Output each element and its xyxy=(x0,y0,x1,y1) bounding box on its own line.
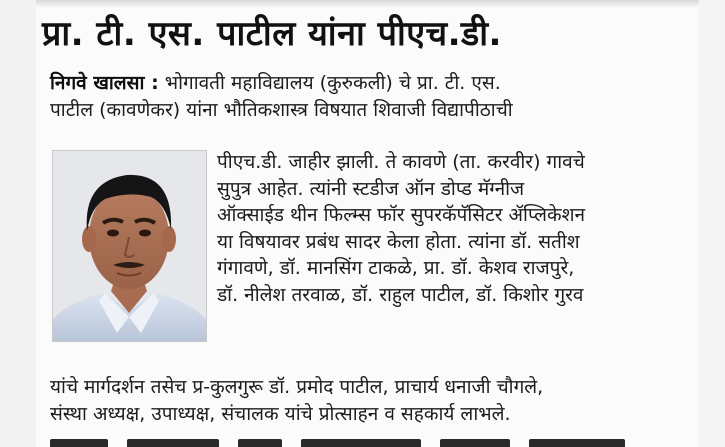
article-line: संस्था अध्यक्ष, उपाध्यक्ष, संचालक यांचे प्रोत्साहन व सहकार्य लाभले. xyxy=(50,402,511,425)
article-line-text: भोगावती महाविद्यालय (कुरुकली) चे प्रा. टी. एस. xyxy=(164,72,501,94)
article-line: सुपुत्र आहेत. त्यांनी स्टडीज ऑन डोप्ड मॅग्नीज xyxy=(217,177,525,200)
article-line: पीएच.डी. जाहीर झाली. ते कावणे (ता. करवीर) गावचे xyxy=(217,151,585,173)
cut-glyph xyxy=(127,439,219,447)
article-line: यांचे मार्गदर्शन तसेच प्र-कुलगुरू डॉ. प्रमोद पाटील, प्राचार्य धनाजी चौगले, xyxy=(50,376,544,398)
top-edge xyxy=(0,0,725,8)
article-line xyxy=(50,70,690,97)
article-line: या विषयावर प्रबंध सादर केला होता. त्यांना डॉ. सतीश xyxy=(217,230,580,253)
cut-glyph xyxy=(238,439,282,447)
portrait-illustration xyxy=(53,151,206,341)
portrait-photo xyxy=(52,150,207,342)
article-headline: प्रा. टी. एस. पाटील यांना पीएच.डी. xyxy=(42,14,502,54)
cut-glyph xyxy=(50,439,108,447)
article-paragraph-wrap xyxy=(217,149,697,308)
cut-glyph xyxy=(301,439,421,447)
cut-glyph xyxy=(529,439,625,447)
article-line: पाटील (कावणेकर) यांना भौतिकशास्त्र विषयात शिवाजी विद्यापीठाची xyxy=(50,98,513,121)
article-line: डॉ. नीलेश तरवाळ, डॉ. राहुल पाटील, डॉ. किशोर गुरव xyxy=(217,283,584,306)
article-line: गंगावणे, डॉ. मानसिंग टाकळे, प्रा. डॉ. केशव राजपुरे, xyxy=(217,257,575,279)
dateline: निगवे खालसा : xyxy=(50,72,159,94)
article-line: ऑक्साईड थीन फिल्म्स फॉर सुपरकॅपॅसिटर ॲप्लिकेशन xyxy=(217,204,586,226)
article-paragraph-bottom xyxy=(50,374,710,427)
article-paragraph-top xyxy=(50,70,690,123)
cut-off-next-headline xyxy=(50,432,690,447)
left-margin-strip xyxy=(0,0,36,447)
cut-glyph xyxy=(440,439,510,447)
